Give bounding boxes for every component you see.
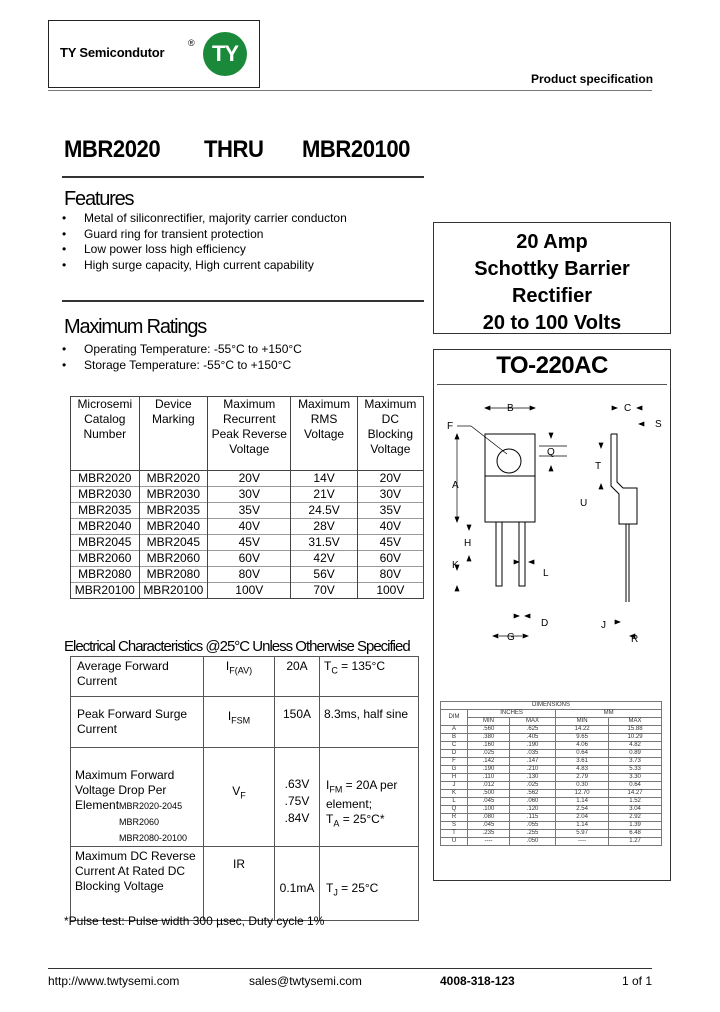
dim-cell: .190 bbox=[509, 742, 555, 750]
elec-symbol: $I_{F(AV)}$ bbox=[204, 657, 275, 697]
dim-cell: .045 bbox=[468, 822, 510, 830]
lead-right bbox=[519, 522, 525, 586]
table-row bbox=[71, 519, 424, 535]
arrow bbox=[467, 556, 471, 561]
table-cell: MBR2040 bbox=[139, 519, 208, 535]
max-ratings-list bbox=[62, 342, 422, 373]
dim-row bbox=[441, 734, 662, 742]
dim-title: DIMENSIONS bbox=[441, 702, 662, 710]
arrow bbox=[530, 406, 535, 410]
dim-label-c: C bbox=[624, 403, 632, 414]
ratings-table bbox=[70, 396, 424, 599]
dim-max-header: MAX bbox=[509, 718, 555, 726]
arrow bbox=[467, 525, 471, 530]
dim-cell: .012 bbox=[468, 782, 510, 790]
table-cell: MBR20100 bbox=[71, 583, 140, 599]
dim-inches-header: INCHES bbox=[468, 710, 556, 718]
company-logo: TY bbox=[203, 32, 247, 76]
elec-row bbox=[71, 748, 419, 847]
company-name: TY Semicondutor bbox=[60, 45, 165, 60]
package-side-view bbox=[611, 434, 637, 524]
doc-type-label: Product specification bbox=[531, 72, 654, 86]
dim-cell: 14.27 bbox=[609, 790, 662, 798]
dim-label-t: T bbox=[595, 461, 602, 472]
dim-cell: 0.89 bbox=[609, 750, 662, 758]
headline-line: Rectifier bbox=[511, 285, 593, 307]
dim-cell: 3.73 bbox=[609, 758, 662, 766]
table-row bbox=[71, 503, 424, 519]
dim-cell: 5.97 bbox=[556, 830, 609, 838]
arrow bbox=[549, 466, 553, 471]
dim-cell: 1.14 bbox=[556, 798, 609, 806]
dim-col-header: DIM bbox=[441, 710, 468, 726]
dim-cell: 10.29 bbox=[609, 734, 662, 742]
elec-row bbox=[71, 657, 419, 697]
dim-cell: 0.64 bbox=[609, 782, 662, 790]
rating-item: • Storage Temperature: -55°C to +150°C bbox=[62, 358, 422, 374]
dim-cell: 3.04 bbox=[609, 806, 662, 814]
dim-cell: .120 bbox=[509, 806, 555, 814]
elec-symbol: $I_{FSM}$ bbox=[204, 697, 275, 748]
dim-row bbox=[441, 750, 662, 758]
package-outline-drawing bbox=[433, 390, 671, 650]
dim-cell: .560 bbox=[468, 726, 510, 734]
dim-cell: 0.64 bbox=[556, 750, 609, 758]
table-cell: 60V bbox=[357, 551, 423, 567]
dim-min-header: MIN bbox=[468, 718, 510, 726]
dim-cell: .380 bbox=[468, 734, 510, 742]
lead-left bbox=[496, 522, 502, 586]
table-cell: MBR2080 bbox=[71, 567, 140, 583]
dim-label-h: H bbox=[464, 538, 472, 549]
table-cell: MBR2040 bbox=[71, 519, 140, 535]
mounting-hole bbox=[497, 449, 521, 473]
dim-cell: 9.65 bbox=[556, 734, 609, 742]
dim-cell: 4.82 bbox=[609, 742, 662, 750]
dim-cell: .255 bbox=[509, 830, 555, 838]
elec-condition: $T_J = 25^\circ C$ bbox=[320, 847, 419, 921]
dim-cell: .100 bbox=[468, 806, 510, 814]
elec-row bbox=[71, 697, 419, 748]
arrow bbox=[599, 443, 603, 448]
dim-cell: ---- bbox=[556, 838, 609, 846]
dim-label-b: B bbox=[507, 403, 514, 414]
table-cell: 100V bbox=[357, 583, 423, 599]
table-cell: MBR20100 bbox=[139, 583, 208, 599]
dim-cell: J bbox=[441, 782, 468, 790]
feature-item: • High surge capacity, High current capability bbox=[62, 258, 422, 274]
dim-cell: G bbox=[441, 766, 468, 774]
dim-cell: .160 bbox=[468, 742, 510, 750]
arrow bbox=[599, 484, 603, 489]
arrow bbox=[455, 434, 459, 439]
arrow bbox=[637, 406, 642, 410]
section-divider bbox=[62, 300, 424, 302]
table-cell: 80V bbox=[357, 567, 423, 583]
dim-cell: 6.48 bbox=[609, 830, 662, 838]
table-cell: MBR2030 bbox=[139, 487, 208, 503]
dim-cell: Q bbox=[441, 806, 468, 814]
feature-item: • Low power loss high efficiency bbox=[62, 242, 422, 258]
dim-cell: 15.88 bbox=[609, 726, 662, 734]
table-row bbox=[71, 471, 424, 487]
table-cell: 21V bbox=[291, 487, 357, 503]
table-cell: 30V bbox=[357, 487, 423, 503]
arrow bbox=[514, 614, 519, 618]
table-cell: 40V bbox=[208, 519, 291, 535]
table-cell: 35V bbox=[357, 503, 423, 519]
dim-row bbox=[441, 758, 662, 766]
dim-cell: B bbox=[441, 734, 468, 742]
table-row bbox=[71, 535, 424, 551]
dim-label-q: Q bbox=[547, 447, 555, 458]
dim-label-g: G bbox=[507, 632, 515, 643]
elec-value bbox=[275, 748, 320, 847]
elec-symbol: $V_F$ bbox=[204, 748, 275, 847]
dim-cell: .025 bbox=[468, 750, 510, 758]
dim-cell: F bbox=[441, 758, 468, 766]
table-cell: 42V bbox=[291, 551, 357, 567]
elec-row bbox=[71, 847, 419, 921]
rating-item: • Operating Temperature: -55°C to +150°C bbox=[62, 342, 422, 358]
arrow bbox=[639, 422, 644, 426]
dim-cell: .035 bbox=[509, 750, 555, 758]
col-header: Maximum Recurrent Peak Reverse Voltage bbox=[208, 397, 291, 471]
dim-cell: 2.92 bbox=[609, 814, 662, 822]
table-row bbox=[71, 487, 424, 503]
features-heading: Features bbox=[64, 188, 134, 210]
page-number: 1 of 1 bbox=[622, 974, 653, 988]
features-list bbox=[62, 211, 422, 273]
dim-cell: .025 bbox=[509, 782, 555, 790]
dim-cell: .625 bbox=[509, 726, 555, 734]
dim-cell: A bbox=[441, 726, 468, 734]
table-cell: 60V bbox=[208, 551, 291, 567]
arrow bbox=[615, 620, 620, 624]
table-cell: 40V bbox=[357, 519, 423, 535]
dim-row bbox=[441, 742, 662, 750]
package-title: TO-220AC bbox=[496, 352, 608, 379]
arrow bbox=[493, 634, 498, 638]
dim-cell: 4.83 bbox=[556, 766, 609, 774]
dim-cell: .235 bbox=[468, 830, 510, 838]
col-header: Microsemi Catalog Number bbox=[71, 397, 140, 471]
table-cell: 14V bbox=[291, 471, 357, 487]
elec-condition: $I_{FM} = 20A$ per element; $T_A = 25^\circ C*$ bbox=[320, 748, 419, 847]
table-cell: 45V bbox=[357, 535, 423, 551]
elec-param: Average Forward Current bbox=[71, 657, 204, 697]
elec-condition: $T_C = 135^\circ C$ bbox=[320, 657, 419, 697]
dim-row bbox=[441, 782, 662, 790]
leader-f bbox=[471, 426, 507, 454]
dim-cell: .080 bbox=[468, 814, 510, 822]
table-cell: 56V bbox=[291, 567, 357, 583]
dim-cell: .110 bbox=[468, 774, 510, 782]
dim-cell: .405 bbox=[509, 734, 555, 742]
dim-cell: D bbox=[441, 750, 468, 758]
table-cell: 24.5V bbox=[291, 503, 357, 519]
table-cell: 31.5V bbox=[291, 535, 357, 551]
dim-mm-header: MM bbox=[556, 710, 662, 718]
arrow bbox=[485, 406, 490, 410]
elec-param: Maximum Forward Voltage Drop Per ElementMBR2020-2045 MBR2060 MBR2080-20100 bbox=[71, 748, 204, 847]
dim-label-d: D bbox=[541, 618, 549, 629]
dim-cell: .500 bbox=[468, 790, 510, 798]
elec-heading: Electrical Characteristics @25°C Unless Otherwise Specified bbox=[64, 638, 410, 655]
table-cell: MBR2020 bbox=[71, 471, 140, 487]
elec-value: 20A bbox=[275, 657, 320, 697]
dim-row bbox=[441, 814, 662, 822]
arrow bbox=[529, 560, 534, 564]
dim-cell: .562 bbox=[509, 790, 555, 798]
feature-item: • Metal of siliconrectifier, majority carrier conducton bbox=[62, 211, 422, 227]
table-cell: 80V bbox=[208, 567, 291, 583]
registered-mark: ® bbox=[188, 38, 195, 48]
table-cell: 20V bbox=[208, 471, 291, 487]
table-cell: 45V bbox=[208, 535, 291, 551]
dim-cell: 12.70 bbox=[556, 790, 609, 798]
dim-row bbox=[441, 726, 662, 734]
dim-cell: 2.54 bbox=[556, 806, 609, 814]
table-cell: MBR2045 bbox=[71, 535, 140, 551]
dim-cell: 3.30 bbox=[609, 774, 662, 782]
package-body bbox=[485, 476, 535, 522]
vf-value: .84V bbox=[284, 811, 310, 825]
sub-range: MBR2020-2045 bbox=[119, 801, 183, 811]
arrow bbox=[525, 614, 530, 618]
headline-box bbox=[433, 222, 671, 334]
dim-cell: 1.14 bbox=[556, 822, 609, 830]
col-header: Device Marking bbox=[139, 397, 208, 471]
arrow bbox=[455, 517, 459, 522]
feature-item: • Guard ring for transient protection bbox=[62, 227, 422, 243]
table-cell: MBR2035 bbox=[71, 503, 140, 519]
dim-row bbox=[441, 806, 662, 814]
dim-cell: T bbox=[441, 830, 468, 838]
dim-label-l: L bbox=[543, 568, 549, 579]
elec-param: Peak Forward Surge Current bbox=[71, 697, 204, 748]
arrow bbox=[612, 406, 617, 410]
col-header: Maximum RMS Voltage bbox=[291, 397, 357, 471]
table-cell: MBR2035 bbox=[139, 503, 208, 519]
elec-param: Maximum DC Reverse Current At Rated DC Blocking Voltage bbox=[71, 847, 204, 921]
dim-cell: 0.30 bbox=[556, 782, 609, 790]
dim-cell: .055 bbox=[509, 822, 555, 830]
dim-cell: U bbox=[441, 838, 468, 846]
arrow bbox=[514, 560, 519, 564]
dim-label-j: J bbox=[601, 620, 606, 631]
dim-cell: C bbox=[441, 742, 468, 750]
table-cell: 35V bbox=[208, 503, 291, 519]
footer-phone: 4008-318-123 bbox=[440, 974, 515, 988]
dim-cell: S bbox=[441, 822, 468, 830]
max-ratings-heading: Maximum Ratings bbox=[64, 316, 207, 338]
table-cell: MBR2060 bbox=[71, 551, 140, 567]
dim-cell: .130 bbox=[509, 774, 555, 782]
table-cell: MBR2060 bbox=[139, 551, 208, 567]
table-cell: MBR2080 bbox=[139, 567, 208, 583]
dim-cell: .147 bbox=[509, 758, 555, 766]
dim-cell: K bbox=[441, 790, 468, 798]
footer-url[interactable]: http://www.twtysemi.com bbox=[48, 974, 180, 988]
dim-cell: H bbox=[441, 774, 468, 782]
dim-cell: 2.79 bbox=[556, 774, 609, 782]
dim-label-u: U bbox=[580, 498, 588, 509]
dim-cell: 1.39 bbox=[609, 822, 662, 830]
vf-value: .75V bbox=[284, 794, 310, 808]
elec-value: 150A bbox=[275, 697, 320, 748]
dim-label-s: S bbox=[655, 419, 662, 430]
thru-label: THRU bbox=[204, 136, 264, 163]
elec-table bbox=[70, 656, 419, 921]
dim-min-header: MIN bbox=[556, 718, 609, 726]
package-tab bbox=[485, 434, 535, 476]
vf-value: .63V bbox=[284, 777, 310, 791]
dim-cell: 3.61 bbox=[556, 758, 609, 766]
dim-row bbox=[441, 838, 662, 846]
dim-cell: R bbox=[441, 814, 468, 822]
dim-cell: .142 bbox=[468, 758, 510, 766]
part-start: MBR2020 bbox=[64, 136, 161, 163]
dim-row bbox=[441, 766, 662, 774]
elec-condition: 8.3ms, half sine bbox=[320, 697, 419, 748]
arrow bbox=[549, 433, 553, 438]
dim-cell: L bbox=[441, 798, 468, 806]
package-divider bbox=[437, 384, 667, 385]
dim-max-header: MAX bbox=[609, 718, 662, 726]
dim-cell: .190 bbox=[468, 766, 510, 774]
table-row bbox=[71, 551, 424, 567]
footer-divider bbox=[48, 968, 652, 969]
dim-rows bbox=[441, 726, 662, 846]
dim-cell: .210 bbox=[509, 766, 555, 774]
dim-cell: 1.27 bbox=[609, 838, 662, 846]
dim-row bbox=[441, 774, 662, 782]
table-cell: 20V bbox=[357, 471, 423, 487]
arrow bbox=[523, 634, 528, 638]
table-cell: MBR2020 bbox=[139, 471, 208, 487]
headline-line: 20 Amp bbox=[516, 231, 588, 253]
dimensions-table bbox=[440, 701, 662, 846]
dim-row bbox=[441, 790, 662, 798]
dim-cell: .050 bbox=[509, 838, 555, 846]
arrow bbox=[455, 586, 459, 591]
dim-label-a: A bbox=[452, 480, 459, 491]
dim-row bbox=[441, 822, 662, 830]
dim-cell: 1.52 bbox=[609, 798, 662, 806]
dim-label-f: F bbox=[447, 421, 454, 432]
dim-cell: .115 bbox=[509, 814, 555, 822]
dim-label-k: K bbox=[452, 560, 459, 571]
dim-row bbox=[441, 798, 662, 806]
part-end: MBR20100 bbox=[302, 136, 411, 163]
col-header: Maximum DC Blocking Voltage bbox=[357, 397, 423, 471]
header-divider bbox=[48, 90, 652, 91]
table-cell: MBR2030 bbox=[71, 487, 140, 503]
dim-cell: 2.04 bbox=[556, 814, 609, 822]
dim-cell: 14.22 bbox=[556, 726, 609, 734]
table-row bbox=[71, 567, 424, 583]
footer-email[interactable]: sales@twtysemi.com bbox=[249, 974, 362, 988]
sub-range: MBR2060 bbox=[119, 817, 160, 827]
dim-label-r: R bbox=[631, 634, 639, 645]
elec-symbol: IR bbox=[204, 847, 275, 921]
table-cell: 30V bbox=[208, 487, 291, 503]
dim-cell: 4.06 bbox=[556, 742, 609, 750]
dim-cell: 5.33 bbox=[609, 766, 662, 774]
dim-cell: ---- bbox=[468, 838, 510, 846]
dim-row bbox=[441, 830, 662, 838]
headline-line: 20 to 100 Volts bbox=[482, 312, 622, 334]
pulse-note: *Pulse test: Pulse width 300 µsec, Duty cycle 1% bbox=[64, 914, 325, 928]
title-divider bbox=[62, 176, 424, 178]
table-cell: MBR2045 bbox=[139, 535, 208, 551]
table-cell: 100V bbox=[208, 583, 291, 599]
elec-value: 0.1mA bbox=[275, 847, 320, 921]
dim-cell: .045 bbox=[468, 798, 510, 806]
headline-line: Schottky Barrier bbox=[474, 258, 630, 280]
table-row bbox=[71, 583, 424, 599]
table-cell: 28V bbox=[291, 519, 357, 535]
dim-cell: .060 bbox=[509, 798, 555, 806]
sub-range: MBR2080-20100 bbox=[119, 833, 188, 843]
table-cell: 70V bbox=[291, 583, 357, 599]
